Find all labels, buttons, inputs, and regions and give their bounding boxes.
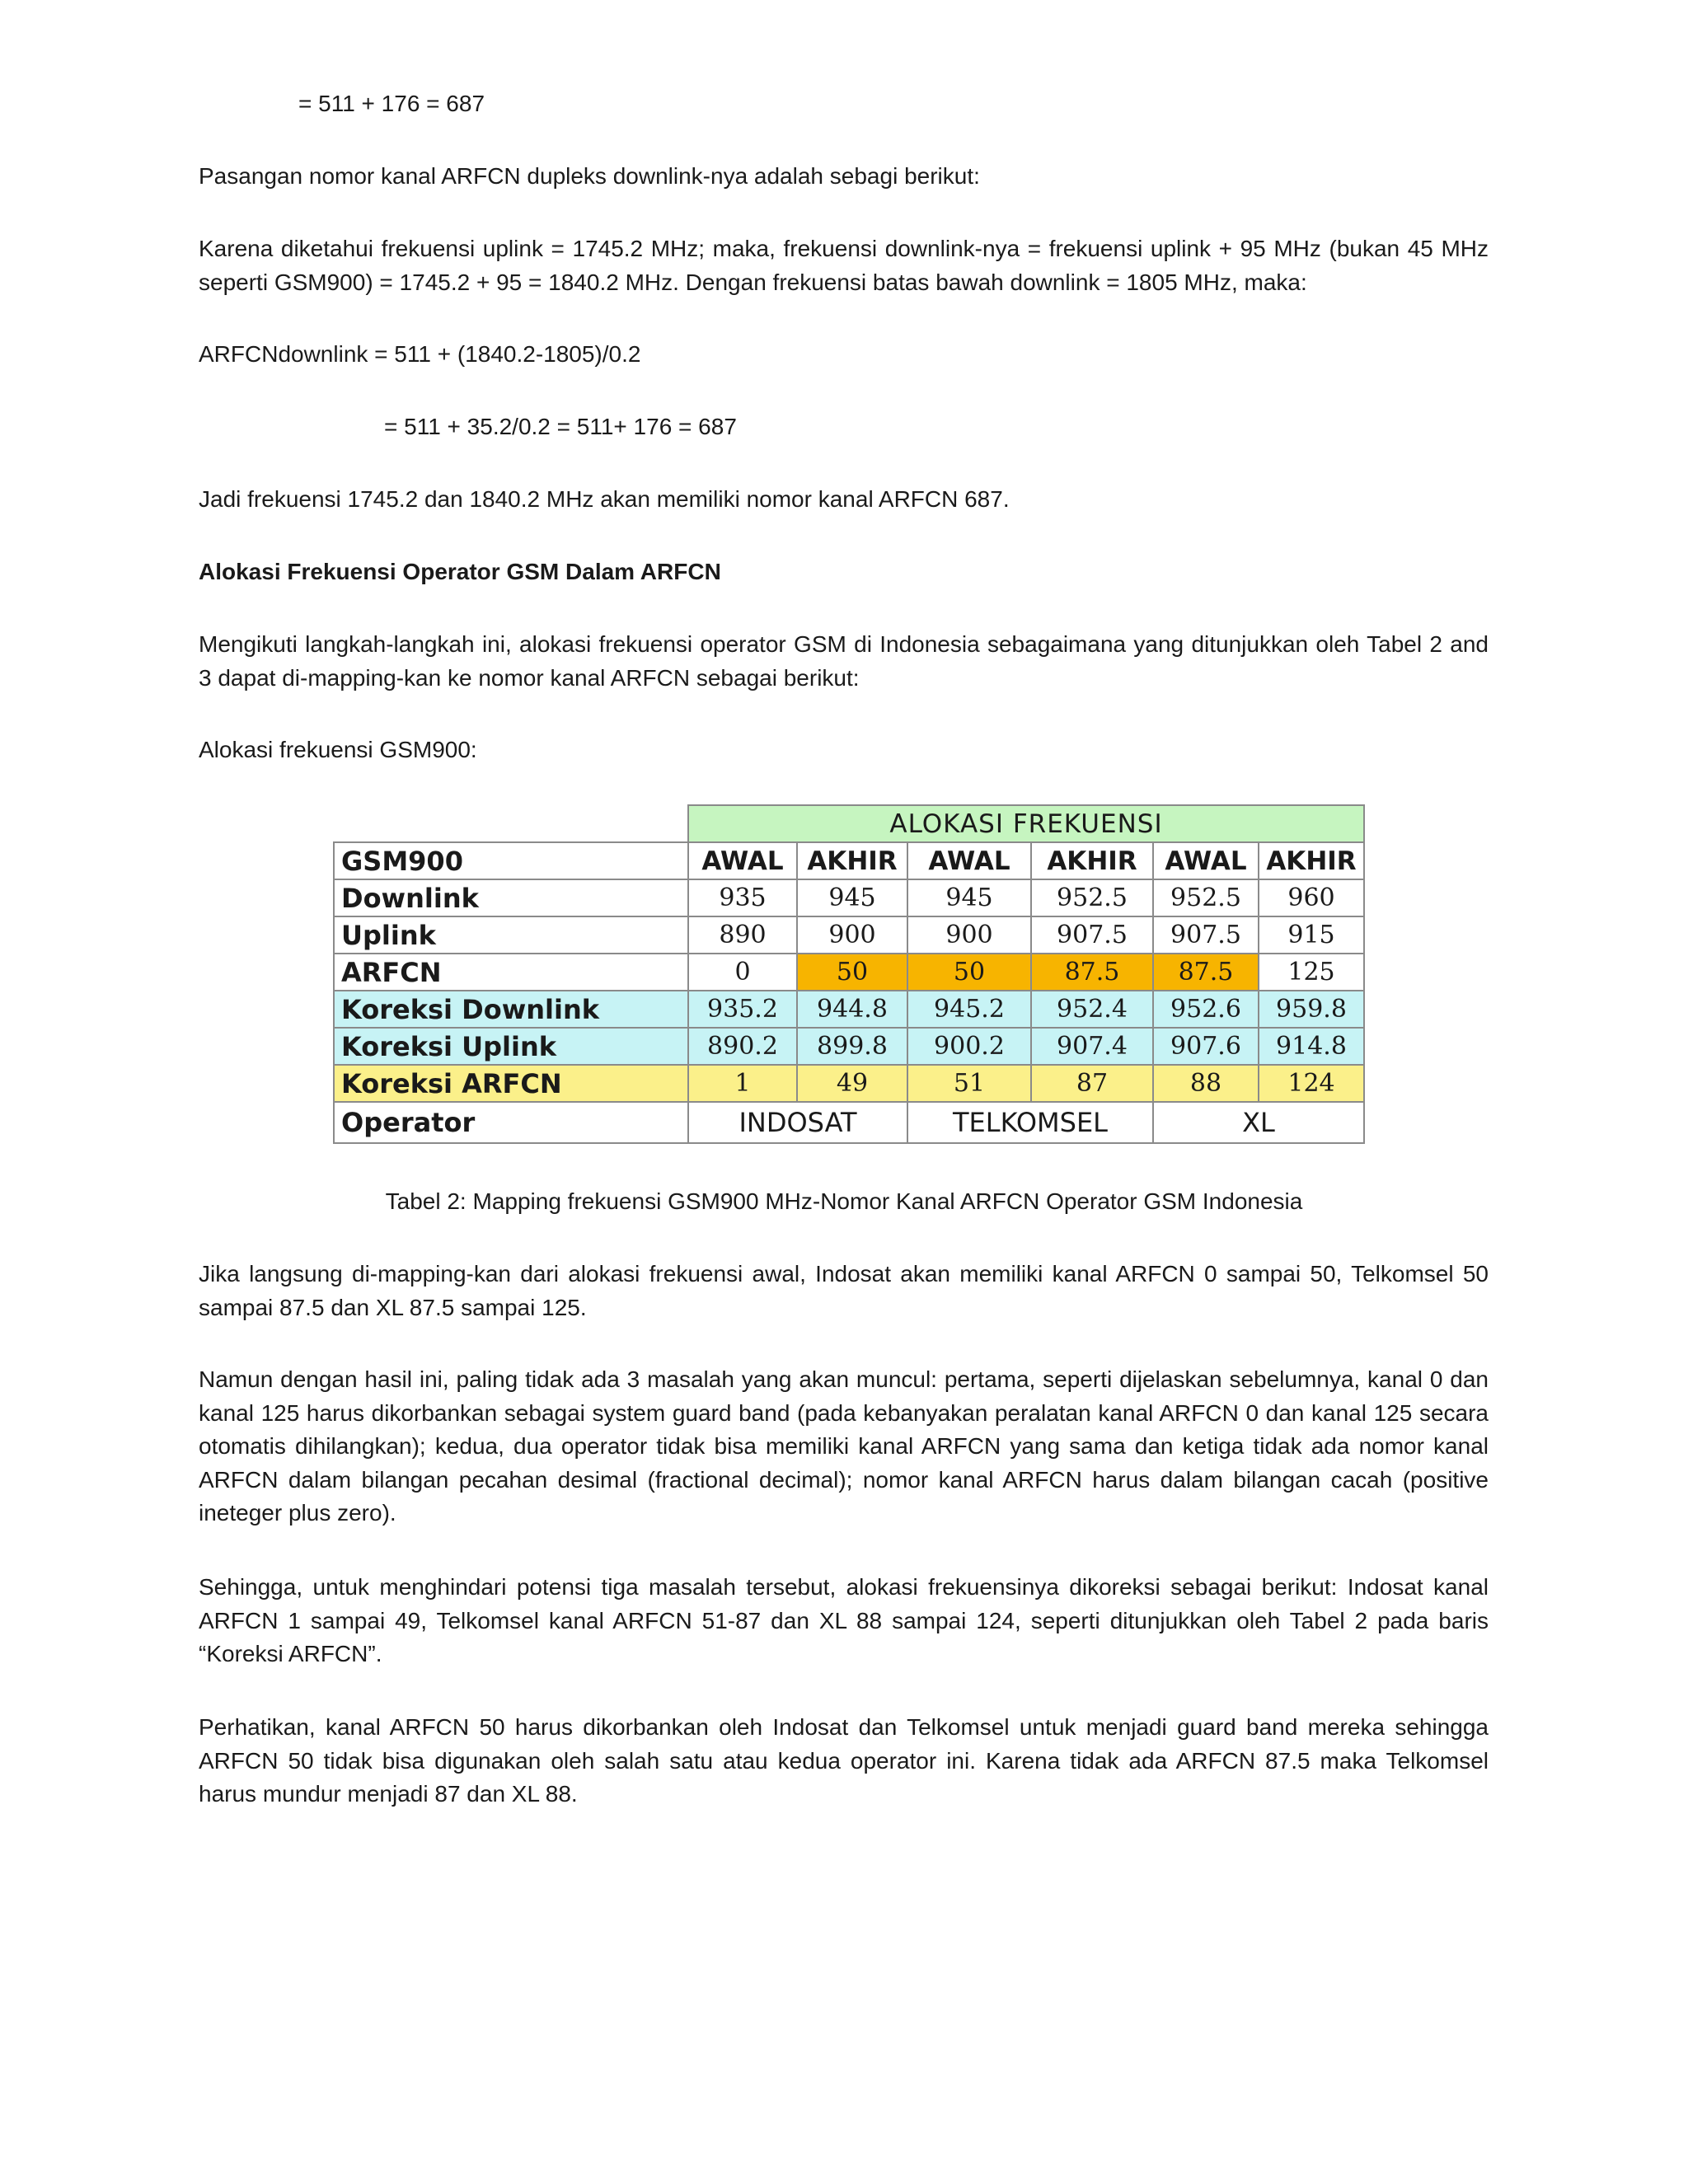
table-cell: 945.2 [907,991,1031,1028]
table-cell: 914.8 [1259,1028,1364,1065]
table-cell: 87 [1031,1065,1153,1102]
table-cell: 0 [688,954,797,991]
paragraph-conclusion: Jadi frekuensi 1745.2 dan 1840.2 MHz akan memiliki nomor kanal ARFCN 687. [199,486,1010,512]
table-cell: 49 [797,1065,907,1102]
table-cell: 952.5 [1153,879,1259,916]
row-label: Operator [334,1102,688,1143]
operator-indosat: INDOSAT [688,1102,907,1143]
operator-xl: XL [1153,1102,1364,1143]
col-head-akhir: AKHIR [1031,842,1153,879]
col-head-akhir: AKHIR [1259,842,1364,879]
alloc-header-cell: ALOKASI FREKUENSI [688,805,1364,842]
table-cell: 125 [1259,954,1364,991]
paragraph-guard-band: Perhatikan, kanal ARFCN 50 harus dikorbankan oleh Indosat dan Telkomsel untuk menjadi guard band mereka sehingga ARFCN 50 tidak bisa digunakan oleh salah satu atau kedua operator ini. Karena tidak ada ARFCN 87.5 maka Telkomsel harus mundur menjadi 87 dan XL 88. [199,1714,1489,1807]
table-cell: 899.8 [797,1028,907,1065]
table-cell: 890 [688,916,797,954]
table-cell: 952.5 [1031,879,1153,916]
row-label: Koreksi Uplink [334,1028,688,1065]
col-head-akhir: AKHIR [797,842,907,879]
table-cell: 907.4 [1031,1028,1153,1065]
row-label: Uplink [334,916,688,954]
table-row-koreksi-uplink [334,1028,1364,1065]
table-cell: 124 [1259,1065,1364,1102]
row-label: Downlink [334,879,688,916]
paragraph-duplex-intro: Pasangan nomor kanal ARFCN dupleks downlink-nya adalah sebagi berikut: [199,163,980,189]
table-row-koreksi-downlink [334,991,1364,1028]
col-head-awal: AWAL [688,842,797,879]
table-cell: 890.2 [688,1028,797,1065]
table-row-operator [334,1102,1364,1143]
table-cell: 944.8 [797,991,907,1028]
table-cell: 952.4 [1031,991,1153,1028]
paragraph-mapping-intro: Mengikuti langkah-langkah ini, alokasi frekuensi operator GSM di Indonesia sebagaimana yang ditunjukkan oleh Tabel 2 and 3 dapat di-mapping-kan ke nomor kanal ARFCN sebagai berikut: [199,631,1489,691]
table-cell: 900.2 [907,1028,1031,1065]
table-row-koreksi-arfcn [334,1065,1364,1102]
section-heading: Alokasi Frekuensi Operator GSM Dalam ARFCN [199,559,721,584]
paragraph-gsm900-label: Alokasi frekuensi GSM900: [199,737,477,762]
table-cell: 960 [1259,879,1364,916]
table-cell: 952.6 [1153,991,1259,1028]
operator-telkomsel: TELKOMSEL [907,1102,1153,1143]
table-column-head-row [334,842,1364,879]
table-cell: 935.2 [688,991,797,1028]
table-cell: 945 [907,879,1031,916]
table-corner-cell: GSM900 [334,842,688,879]
table-cell: 900 [797,916,907,954]
table-cell: 51 [907,1065,1031,1102]
row-label: Koreksi ARFCN [334,1065,688,1102]
table-cell: 907.5 [1031,916,1153,954]
table-cell: 935 [688,879,797,916]
col-head-awal: AWAL [1153,842,1259,879]
table-cell: 915 [1259,916,1364,954]
table-cell: 900 [907,916,1031,954]
table-cell: 907.5 [1153,916,1259,954]
table-header-alloc-row [334,805,1364,842]
paragraph-downlink-calc: Karena diketahui frekuensi uplink = 1745.2 MHz; maka, frekuensi downlink-nya = frekuensi uplink + 95 MHz (bukan 45 MHz seperti GSM900) = 1745.2 + 95 = 1840.2 MHz. Dengan frekuensi batas bawah downlink = 1805 MHz, maka: [199,236,1489,295]
equation-line: = 511 + 176 = 687 [298,91,485,116]
table-cell-highlight: 50 [907,954,1031,991]
row-label: Koreksi Downlink [334,991,688,1028]
table-cell: 959.8 [1259,991,1364,1028]
table-cell: 945 [797,879,907,916]
table-cell-highlight: 87.5 [1031,954,1153,991]
table-cell: 1 [688,1065,797,1102]
paragraph-problems: Namun dengan hasil ini, paling tidak ada 3 masalah yang akan muncul: pertama, seperti dijelaskan sebelumnya, kanal 0 dan kanal 125 harus dikorbankan sebagai system guard band (pada kebanyakan peralatan kanal ARFCN 0 dan kanal 125 secara otomatis dihilangkan); kedua, dua operator tidak bisa memiliki kanal ARFCN yang sama dan ketiga tidak ada nomor kanal ARFCN dalam bilangan pecahan desimal (fractional decimal); nomor kanal ARFCN harus dalam bilangan cacah (positive ineteger plus zero). [199,1366,1489,1526]
table-cell: 88 [1153,1065,1259,1102]
col-head-awal: AWAL [907,842,1031,879]
table-cell-highlight: 50 [797,954,907,991]
equation-arfcn-downlink: ARFCNdownlink = 511 + (1840.2-1805)/0.2 [199,341,641,367]
row-label: ARFCN [334,954,688,991]
equation-result: = 511 + 35.2/0.2 = 511+ 176 = 687 [384,414,737,439]
table-blank-cell [334,805,688,842]
gsm900-arfcn-table [333,804,1365,1144]
table-cell-highlight: 87.5 [1153,954,1259,991]
table-cell: 907.6 [1153,1028,1259,1065]
table-row-downlink [334,879,1364,916]
table-row-arfcn [334,954,1364,991]
paragraph-correction: Sehingga, untuk menghindari potensi tiga masalah tersebut, alokasi frekuensinya dikoreksi sebagai berikut: Indosat kanal ARFCN 1 sampai 49, Telkomsel kanal ARFCN 51-87 dan XL 88 sampai 124, seperti ditunjukkan oleh Tabel 2 pada baris “Koreksi ARFCN”. [199,1574,1489,1666]
table-row-uplink [334,916,1364,954]
table-caption: Tabel 2: Mapping frekuensi GSM900 MHz-Nomor Kanal ARFCN Operator GSM Indonesia [385,1188,1303,1214]
paragraph-direct-mapping: Jika langsung di-mapping-kan dari alokasi frekuensi awal, Indosat akan memiliki kanal ARFCN 0 sampai 50, Telkomsel 50 sampai 87.5 dan XL 87.5 sampai 125. [199,1261,1489,1320]
